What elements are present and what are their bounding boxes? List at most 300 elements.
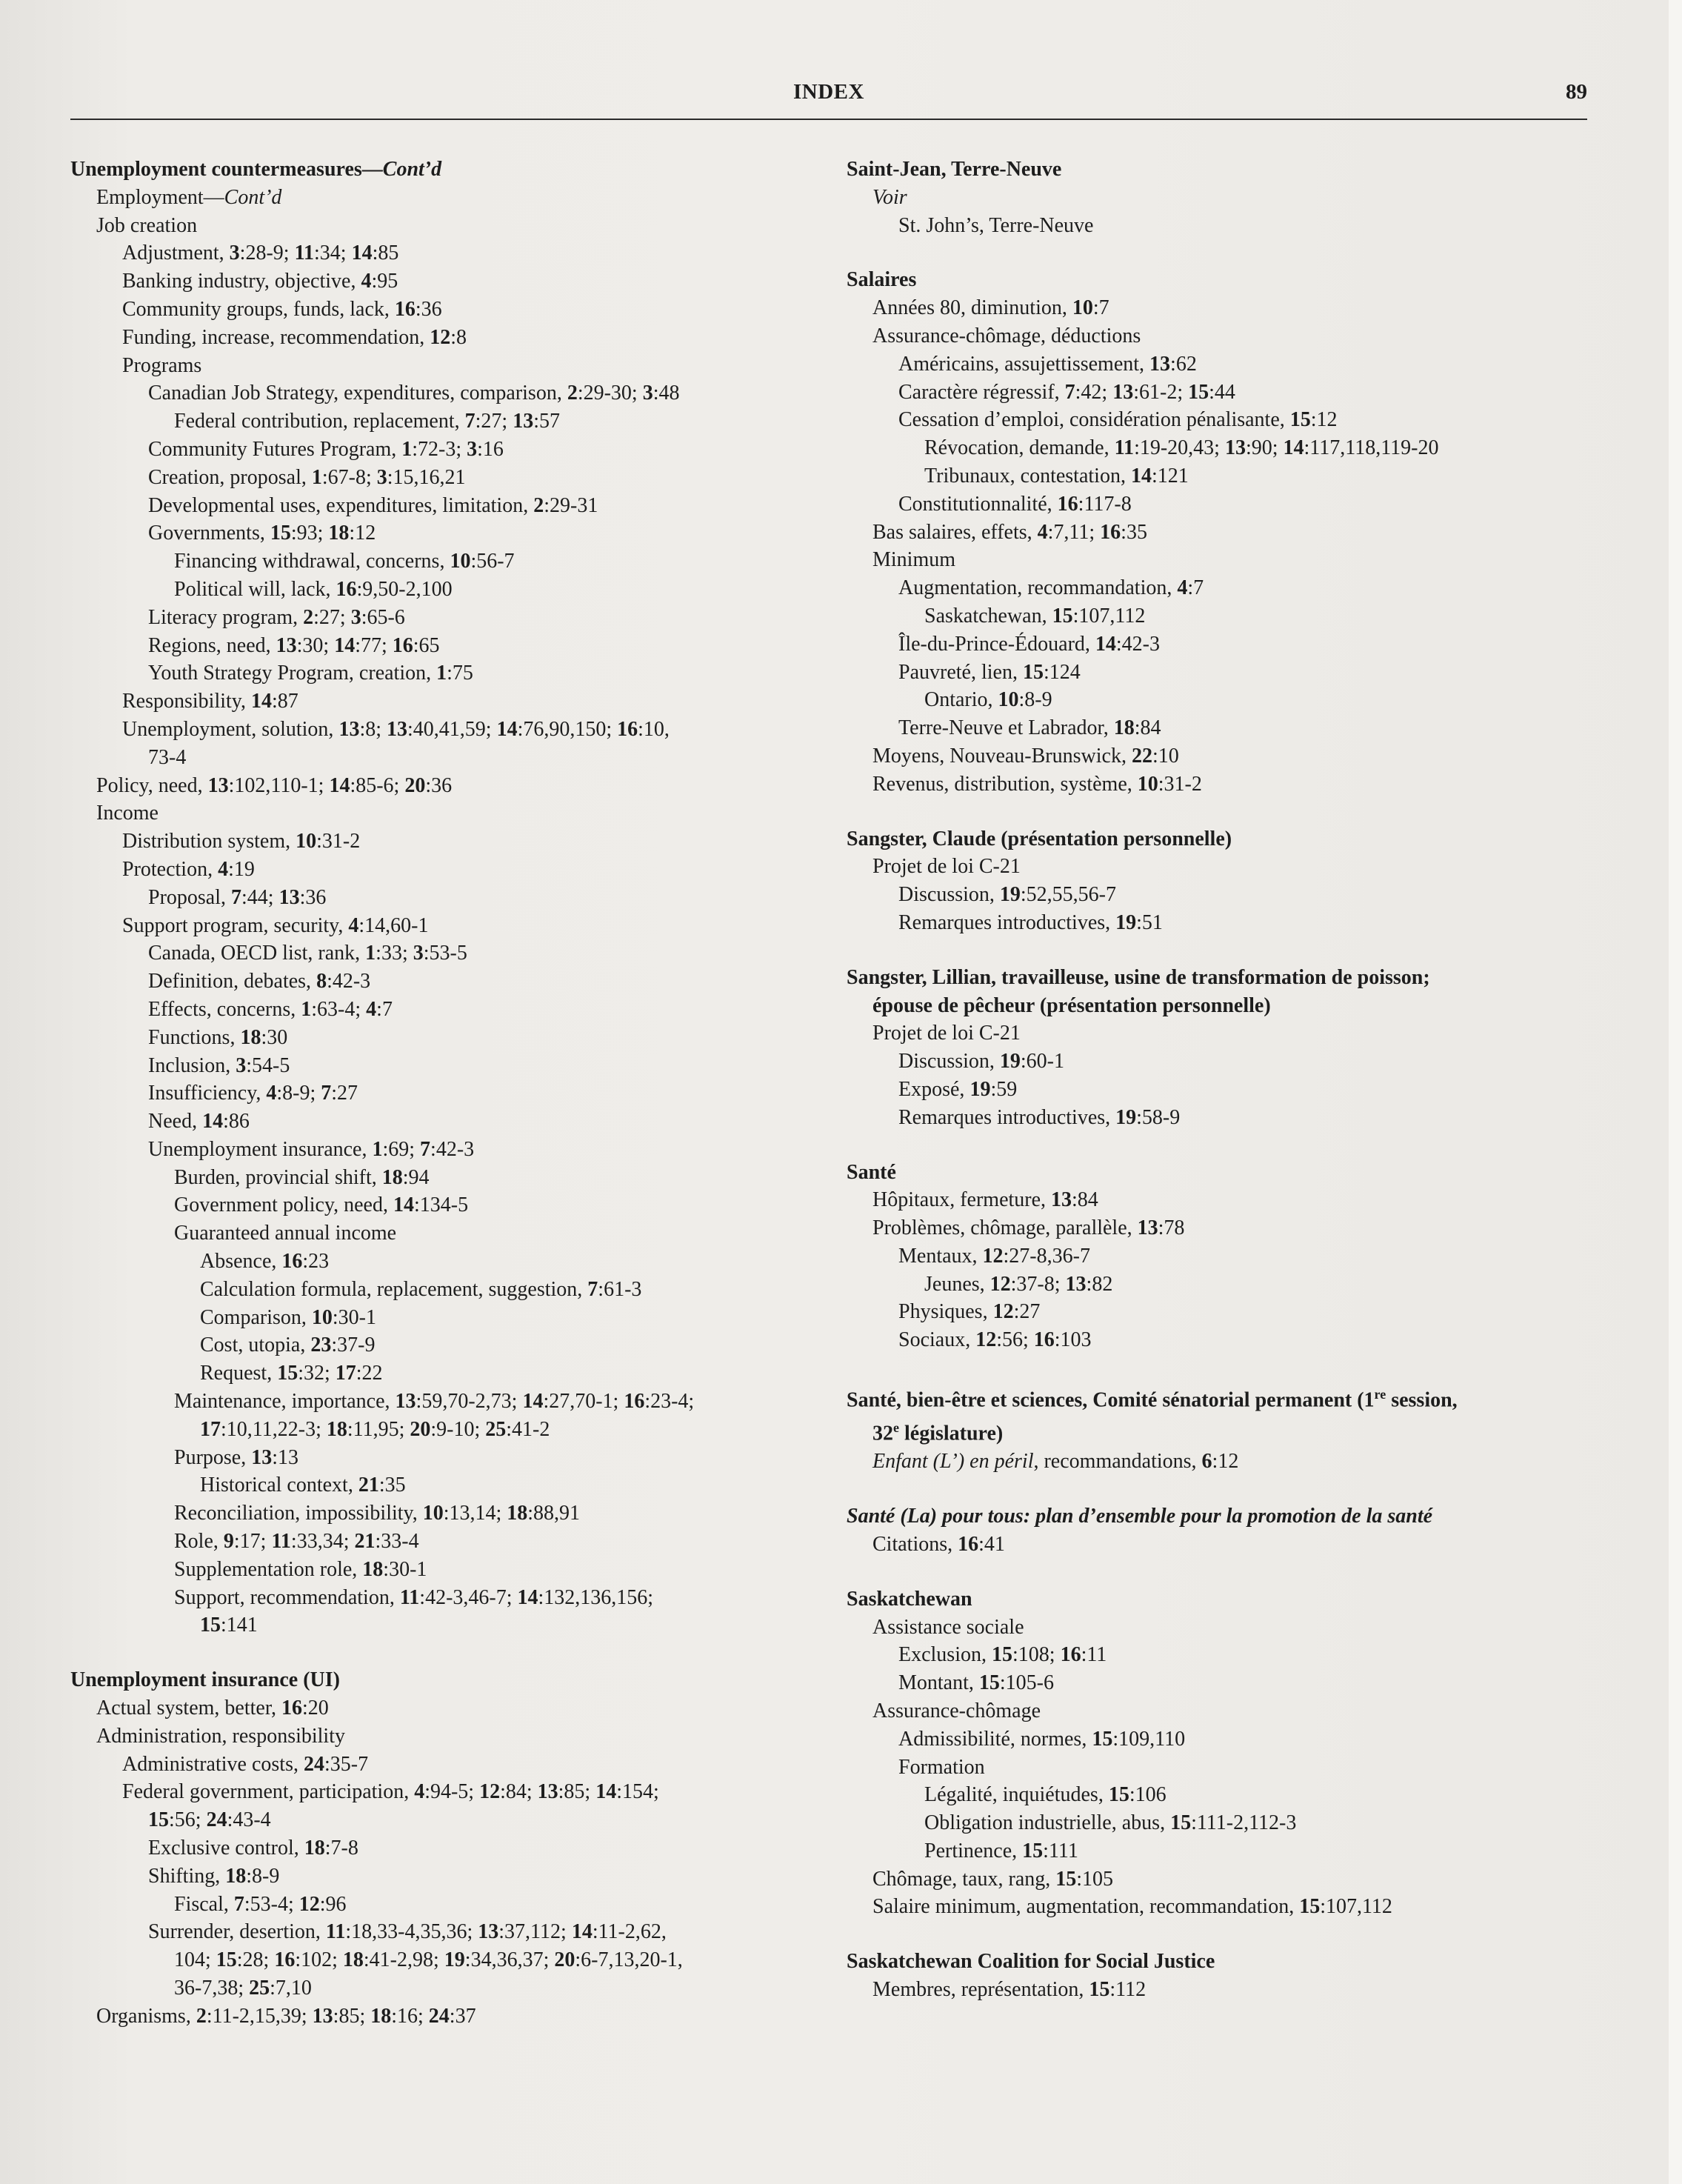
entry-text: :63-4; bbox=[311, 997, 367, 1021]
index-entry bbox=[70, 1219, 818, 1248]
issue-number: 24 bbox=[303, 1752, 324, 1776]
issue-number: 16 bbox=[281, 1250, 303, 1274]
issue-number: 2 bbox=[196, 2004, 207, 2028]
issue-number: 21 bbox=[358, 1474, 379, 1497]
entry-text: Responsibility, bbox=[122, 690, 251, 713]
issue-number: 15 bbox=[1188, 380, 1209, 404]
entry-text: :14,60-1 bbox=[358, 913, 429, 937]
entry-text: :11-2,62, bbox=[592, 1920, 667, 1944]
issue-number: 12 bbox=[479, 1780, 501, 1804]
issue-number: 10 bbox=[998, 688, 1019, 712]
entry-text: :30; bbox=[296, 633, 335, 657]
entry-text: Années 80, diminution, bbox=[872, 296, 1072, 320]
issue-number: 13 bbox=[1137, 1216, 1158, 1240]
index-entry bbox=[70, 772, 818, 800]
entry-text: :105-6 bbox=[999, 1671, 1054, 1695]
entry-text: :7 bbox=[1092, 296, 1109, 320]
index-entry bbox=[70, 519, 818, 547]
entry-text: :35-7 bbox=[324, 1752, 369, 1776]
issue-number: 4 bbox=[414, 1780, 425, 1804]
entry-text: Proposal, bbox=[148, 885, 231, 909]
issue-number: 23 bbox=[310, 1334, 332, 1357]
entry-text: Surrender, desertion, bbox=[148, 1920, 326, 1944]
index-entry bbox=[70, 407, 818, 436]
entry-text: :105 bbox=[1076, 1867, 1114, 1891]
issue-number: 8 bbox=[316, 970, 327, 993]
entry-text: :117,118,119-20 bbox=[1304, 436, 1439, 460]
index-entry bbox=[70, 1946, 818, 1974]
issue-number: 4 bbox=[218, 857, 229, 881]
issue-number: 14 bbox=[202, 1110, 224, 1133]
entry-text: :42-3 bbox=[1115, 632, 1160, 656]
issue-number: 18 bbox=[225, 1864, 247, 1888]
entry-text: :51 bbox=[1136, 910, 1163, 934]
entry-text: :6-7,13,20-1, bbox=[575, 1948, 683, 1972]
entry-text: :32; bbox=[298, 1362, 336, 1385]
index-entry bbox=[70, 492, 818, 520]
entry-text: :107,112 bbox=[1072, 604, 1146, 627]
entry-text: Adjustment, bbox=[122, 242, 230, 265]
entry-text: Terre-Neuve et Labrador, bbox=[898, 716, 1114, 740]
entry-text: :29-31 bbox=[544, 493, 598, 517]
issue-number: 15 bbox=[1092, 1727, 1113, 1751]
entry-text: :30-1 bbox=[383, 1557, 427, 1581]
entry-text: :27 bbox=[331, 1082, 358, 1105]
issue-number: 15 bbox=[1089, 1978, 1110, 2002]
entry-text: :41-2,98; bbox=[363, 1948, 444, 1972]
entry-text: Funding, increase, recommendation, bbox=[122, 325, 430, 349]
entry-text: Salaire minimum, augmentation, recommandation, bbox=[872, 1895, 1300, 1919]
entry-text: Exclusion, bbox=[898, 1643, 992, 1667]
entry-text: :34,36,37; bbox=[464, 1948, 555, 1972]
index-entry bbox=[70, 1079, 818, 1108]
entry-text: :41-2 bbox=[506, 1417, 550, 1441]
entry-text: Discussion, bbox=[898, 1050, 1000, 1073]
index-entry bbox=[70, 1164, 818, 1192]
entry-text: Effects, concerns, bbox=[148, 997, 301, 1021]
entry-text: Support program, security, bbox=[122, 913, 349, 937]
index-entry bbox=[70, 1556, 818, 1584]
entry-text: Admissibilité, normes, bbox=[898, 1727, 1092, 1751]
index-entry bbox=[70, 464, 818, 492]
entry-spacer bbox=[847, 799, 1595, 825]
index-entry bbox=[847, 546, 1595, 574]
entry-text: Assurance-chômage, déductions bbox=[872, 324, 1141, 347]
entry-text: :112 bbox=[1109, 1978, 1147, 2002]
issue-number: 15 bbox=[1299, 1895, 1321, 1919]
issue-number: 19 bbox=[999, 1050, 1021, 1073]
issue-number: 13 bbox=[1065, 1272, 1087, 1296]
entry-text: :42-3 bbox=[430, 1137, 475, 1161]
index-entry bbox=[847, 630, 1595, 659]
index-entry bbox=[70, 1611, 818, 1639]
entry-text: Remarques introductives, bbox=[898, 910, 1116, 934]
italic-text: Cont’d bbox=[224, 185, 282, 209]
issue-number: 15 bbox=[216, 1948, 237, 1972]
entry-text: Distribution system, bbox=[122, 830, 296, 853]
entry-text: :29-30; bbox=[577, 382, 643, 405]
issue-number: 19 bbox=[999, 883, 1021, 907]
entry-text: :9,50-2,100 bbox=[356, 577, 453, 601]
issue-number: 13 bbox=[537, 1780, 558, 1804]
entry-text: Revenus, distribution, système, bbox=[872, 772, 1138, 796]
issue-number: 10 bbox=[450, 550, 471, 573]
issue-number: 13 bbox=[278, 885, 300, 909]
issue-number: 12 bbox=[992, 1300, 1014, 1324]
issue-number: 17 bbox=[335, 1362, 356, 1385]
issue-number: 10 bbox=[422, 1502, 444, 1525]
entry-text: :8 bbox=[450, 325, 467, 349]
issue-number: 14 bbox=[522, 1390, 544, 1414]
entry-text: :20 bbox=[302, 1697, 329, 1720]
index-entry bbox=[847, 1641, 1595, 1669]
issue-number: 18 bbox=[240, 1025, 261, 1049]
issue-number: 18 bbox=[304, 1837, 325, 1860]
index-entry bbox=[847, 1448, 1595, 1476]
index-entry bbox=[847, 294, 1595, 322]
entry-text: Developmental uses, expenditures, limitation, bbox=[148, 493, 534, 517]
entry-text: :37 bbox=[449, 2004, 476, 2028]
issue-number: 16 bbox=[1060, 1643, 1081, 1667]
entry-text: Policy, need, bbox=[96, 773, 208, 797]
entry-text: :82 bbox=[1086, 1272, 1113, 1296]
entry-text: :57 bbox=[533, 410, 560, 433]
issue-number: 13 bbox=[1224, 436, 1246, 460]
entry-text: Governments, bbox=[148, 522, 270, 545]
entry-text: :15,16,21 bbox=[387, 465, 466, 489]
issue-number: 13 bbox=[251, 1445, 273, 1469]
entry-text: :88,91 bbox=[527, 1502, 581, 1525]
entry-text: :11-2,15,39; bbox=[206, 2004, 313, 2028]
entry-text: :23 bbox=[302, 1250, 330, 1274]
index-entry bbox=[847, 519, 1595, 547]
entry-text: Américains, assujettissement, bbox=[898, 352, 1150, 376]
issue-number: 12 bbox=[430, 325, 451, 349]
issue-number: 13 bbox=[1112, 380, 1134, 404]
entry-text: :84 bbox=[1072, 1188, 1098, 1212]
entry-text: Sangster, Lillian, travailleuse, usine de transformation de poisson; bbox=[847, 965, 1430, 989]
entry-text: Request, bbox=[200, 1362, 278, 1385]
entry-text: :59,70-2,73; bbox=[416, 1390, 523, 1414]
entry-text: :19-20,43; bbox=[1134, 436, 1225, 460]
entry-text: :56-7 bbox=[470, 550, 515, 573]
entry-text: Political will, lack, bbox=[174, 577, 336, 601]
entry-text: :65-6 bbox=[361, 605, 405, 629]
entry-text: :34; bbox=[314, 242, 352, 265]
index-column-left bbox=[70, 156, 818, 2031]
issue-number: 1 bbox=[311, 465, 322, 489]
entry-text: :10, bbox=[638, 717, 670, 741]
issue-number: 10 bbox=[311, 1305, 333, 1329]
issue-number: 2 bbox=[567, 382, 578, 405]
entry-text: :19 bbox=[228, 857, 255, 881]
issue-number: 12 bbox=[298, 1892, 320, 1916]
issue-number: 18 bbox=[328, 522, 350, 545]
index-entry bbox=[70, 1862, 818, 1891]
index-entry bbox=[70, 1918, 818, 1946]
index-entry bbox=[70, 968, 818, 996]
entry-text: :56; bbox=[169, 1808, 207, 1832]
issue-number: 20 bbox=[554, 1948, 575, 1972]
index-entry bbox=[847, 379, 1595, 407]
index-entry bbox=[847, 1837, 1595, 1865]
entry-text: législature) bbox=[899, 1422, 1004, 1445]
entry-text: :58-9 bbox=[1136, 1105, 1181, 1129]
entry-text: Inclusion, bbox=[148, 1053, 236, 1077]
issue-number: 24 bbox=[206, 1808, 227, 1832]
entry-text: Functions, bbox=[148, 1025, 241, 1049]
issue-number: 20 bbox=[410, 1417, 431, 1441]
entry-text: Santé bbox=[847, 1160, 896, 1184]
entry-text: :56; bbox=[996, 1328, 1034, 1352]
index-entry bbox=[847, 770, 1595, 799]
entry-text: Formation bbox=[898, 1755, 985, 1779]
entry-text: Financing withdrawal, concerns, bbox=[174, 550, 450, 573]
entry-text: Organisms, bbox=[96, 2004, 196, 2028]
issue-number: 16 bbox=[336, 577, 357, 601]
entry-text: :33-4 bbox=[375, 1530, 419, 1554]
entry-text: :36 bbox=[299, 885, 327, 909]
entry-text: :28; bbox=[236, 1948, 275, 1972]
issue-number: 7 bbox=[321, 1082, 332, 1105]
index-entry bbox=[847, 322, 1595, 350]
entry-text: :7 bbox=[376, 997, 393, 1021]
index-entry bbox=[70, 1024, 818, 1052]
entry-text: Cost, utopia, bbox=[200, 1334, 311, 1357]
index-entry bbox=[70, 1584, 818, 1612]
issue-number: 15 bbox=[992, 1643, 1012, 1667]
entry-text: :12 bbox=[1212, 1450, 1239, 1474]
index-entry bbox=[847, 1186, 1595, 1214]
index-heading bbox=[847, 1502, 1595, 1531]
entry-text: Pertinence, bbox=[924, 1839, 1023, 1862]
entry-text: Projet de loi C-21 bbox=[872, 1022, 1021, 1045]
issue-number: 3 bbox=[236, 1053, 247, 1077]
entry-text: 73-4 bbox=[148, 745, 187, 769]
index-entry bbox=[70, 688, 818, 716]
issue-number: 19 bbox=[1115, 1105, 1137, 1129]
entry-text: Saskatchewan, bbox=[924, 604, 1052, 627]
page-edge bbox=[1669, 0, 1682, 2184]
entry-text: :121 bbox=[1151, 464, 1189, 487]
index-entry bbox=[70, 1471, 818, 1499]
issue-number: 16 bbox=[617, 717, 638, 741]
entry-text: Job creation bbox=[96, 213, 198, 237]
index-entry bbox=[70, 884, 818, 912]
issue-number: 14 bbox=[595, 1780, 617, 1804]
index-entry bbox=[70, 604, 818, 632]
entry-text: Montant, bbox=[898, 1671, 979, 1695]
entry-text: Chômage, taux, rang, bbox=[872, 1867, 1056, 1891]
issue-number: 16 bbox=[958, 1532, 979, 1556]
entry-spacer bbox=[847, 1132, 1595, 1159]
entry-text: :44; bbox=[241, 885, 279, 909]
index-entry bbox=[847, 1019, 1595, 1048]
entry-text: :27 bbox=[1013, 1300, 1041, 1324]
issue-number: 15 bbox=[1055, 1867, 1077, 1891]
index-heading bbox=[847, 825, 1595, 853]
entry-text: Moyens, Nouveau-Brunswick, bbox=[872, 744, 1132, 768]
entry-text: :108; bbox=[1012, 1643, 1061, 1667]
entry-text: :53-5 bbox=[423, 942, 467, 965]
index-entry bbox=[70, 1416, 818, 1444]
entry-text: :65 bbox=[413, 633, 440, 657]
entry-text: :54-5 bbox=[246, 1053, 290, 1077]
index-heading bbox=[847, 1948, 1595, 1976]
entry-text: :69; bbox=[382, 1137, 421, 1161]
entry-text: :27; bbox=[475, 410, 513, 433]
entry-text: Augmentation, recommandation, bbox=[898, 576, 1178, 600]
entry-text: Ontario, bbox=[924, 688, 998, 712]
entry-text: :27-8,36-7 bbox=[1003, 1244, 1090, 1268]
issue-number: 16 bbox=[624, 1390, 645, 1414]
index-entry bbox=[70, 1388, 818, 1416]
entry-text: :30-1 bbox=[332, 1305, 376, 1329]
issue-number: 16 bbox=[392, 633, 413, 657]
entry-text: Membres, représentation, bbox=[872, 1978, 1089, 2002]
index-entry bbox=[70, 1722, 818, 1751]
issue-number: 2 bbox=[533, 493, 544, 517]
entry-text: Problèmes, chômage, parallèle, bbox=[872, 1216, 1138, 1240]
entry-text: :103 bbox=[1054, 1328, 1092, 1352]
index-entry bbox=[847, 1697, 1595, 1725]
entry-text: Guaranteed annual income bbox=[174, 1222, 397, 1245]
index-entry bbox=[70, 996, 818, 1024]
issue-number: 14 bbox=[334, 633, 356, 657]
index-entry bbox=[847, 1076, 1595, 1104]
italic-text: Cont’d bbox=[382, 158, 442, 181]
issue-number: 14 bbox=[496, 717, 518, 741]
entry-text: Burden, provincial shift, bbox=[174, 1165, 382, 1189]
issue-number: 16 bbox=[1033, 1328, 1055, 1352]
entry-text: Federal contribution, replacement, bbox=[174, 410, 465, 433]
issue-number: 2 bbox=[303, 605, 314, 629]
entry-text: :78 bbox=[1158, 1216, 1185, 1240]
index-entry bbox=[847, 406, 1595, 434]
entry-text: :43-4 bbox=[227, 1808, 271, 1832]
entry-text: :93; bbox=[290, 522, 329, 545]
index-entry bbox=[847, 1242, 1595, 1271]
entry-text: :8-9; bbox=[276, 1082, 321, 1105]
issue-number: 18 bbox=[342, 1948, 364, 1972]
entry-text: Administrative costs, bbox=[122, 1752, 304, 1776]
entry-text: :42-3,46-7; bbox=[419, 1585, 518, 1609]
entry-text: :33,34; bbox=[290, 1530, 355, 1554]
entry-text: Sangster, Claude (présentation personnelle) bbox=[847, 827, 1232, 850]
issue-number: 15 bbox=[148, 1808, 169, 1832]
entry-text: Historical context, bbox=[200, 1474, 358, 1497]
entry-text: Protection, bbox=[122, 857, 218, 881]
entry-text: Administration, responsibility bbox=[96, 1724, 345, 1748]
index-entry bbox=[847, 1048, 1595, 1076]
entry-text: Calculation formula, replacement, suggestion, bbox=[200, 1277, 588, 1301]
index-entry bbox=[847, 350, 1595, 379]
entry-spacer bbox=[847, 239, 1595, 266]
entry-text: :59 bbox=[990, 1077, 1018, 1101]
index-entry bbox=[70, 1136, 818, 1164]
index-entry bbox=[847, 574, 1595, 602]
entry-text: :102; bbox=[295, 1948, 343, 1972]
index-entry bbox=[847, 1271, 1595, 1299]
entry-text: :96 bbox=[319, 1892, 347, 1916]
issue-number: 15 bbox=[1022, 1839, 1044, 1862]
index-entry bbox=[70, 632, 818, 660]
entry-text: :41 bbox=[978, 1532, 1005, 1556]
entry-text: Youth Strategy Program, creation, bbox=[148, 662, 437, 685]
index-entry bbox=[847, 1614, 1595, 1642]
index-heading bbox=[70, 156, 818, 184]
issue-number: 15 bbox=[1108, 1783, 1129, 1807]
issue-number: 18 bbox=[370, 2004, 392, 2028]
entry-text: Sociaux, bbox=[898, 1328, 976, 1352]
index-entry bbox=[70, 267, 818, 296]
entry-text: , recommandations, bbox=[1033, 1450, 1202, 1474]
entry-text: Bas salaires, effets, bbox=[872, 520, 1038, 544]
issue-number: 9 bbox=[223, 1530, 234, 1554]
index-entry bbox=[847, 1669, 1595, 1697]
issue-number: 13 bbox=[207, 773, 229, 797]
index-entry bbox=[70, 659, 818, 688]
issue-number: 15 bbox=[1289, 408, 1311, 432]
entry-text: épouse de pêcheur (présentation personnelle) bbox=[872, 993, 1271, 1017]
entry-text: Pauvreté, lien, bbox=[898, 660, 1023, 684]
entry-text: :84; bbox=[500, 1780, 538, 1804]
entry-text: Maintenance, importance, bbox=[174, 1390, 396, 1414]
issue-number: 11 bbox=[325, 1920, 346, 1944]
index-entry bbox=[70, 1694, 818, 1722]
entry-text: Literacy program, bbox=[148, 605, 304, 629]
entry-text: :132,136,156; bbox=[538, 1585, 654, 1609]
issue-number: 4 bbox=[366, 997, 377, 1021]
issue-number: 3 bbox=[376, 465, 387, 489]
entry-text: Légalité, inquiétudes, bbox=[924, 1783, 1109, 1807]
issue-number: 13 bbox=[395, 1390, 416, 1414]
index-heading bbox=[847, 964, 1595, 992]
index-entry bbox=[847, 1326, 1595, 1354]
index-entry bbox=[70, 1191, 818, 1219]
entry-text: Exclusive control, bbox=[148, 1837, 304, 1860]
entry-text: :124 bbox=[1043, 660, 1081, 684]
entry-spacer bbox=[847, 1921, 1595, 1948]
index-entry bbox=[847, 1754, 1595, 1782]
entry-text: :7,10 bbox=[270, 1977, 312, 2000]
index-entry bbox=[847, 1865, 1595, 1894]
entry-text: :22 bbox=[356, 1362, 383, 1385]
index-heading bbox=[847, 1585, 1595, 1614]
issue-number: 15 bbox=[978, 1671, 1000, 1695]
entry-spacer bbox=[847, 1559, 1595, 1585]
index-entry bbox=[70, 799, 818, 828]
issue-number: 14 bbox=[351, 242, 373, 265]
entry-text: :27; bbox=[313, 605, 351, 629]
entry-text: Cessation d’emploi, considération pénalisante, bbox=[898, 408, 1290, 432]
entry-text: Minimum bbox=[872, 548, 956, 572]
index-entry bbox=[847, 434, 1595, 462]
entry-text: :27,70-1; bbox=[543, 1390, 624, 1414]
index-entry bbox=[70, 716, 818, 744]
issue-number: 4 bbox=[1037, 520, 1048, 544]
index-entry bbox=[847, 1809, 1595, 1837]
issue-number: 1 bbox=[401, 437, 413, 461]
issue-number: 13 bbox=[513, 410, 534, 433]
issue-number: 3 bbox=[229, 242, 240, 265]
index-entry bbox=[847, 1104, 1595, 1132]
issue-number: 19 bbox=[444, 1948, 465, 1972]
entry-text: Unemployment insurance (UI) bbox=[70, 1668, 340, 1692]
entry-text: :11 bbox=[1081, 1643, 1107, 1667]
index-heading bbox=[847, 1414, 1595, 1448]
index-entry bbox=[70, 1359, 818, 1388]
